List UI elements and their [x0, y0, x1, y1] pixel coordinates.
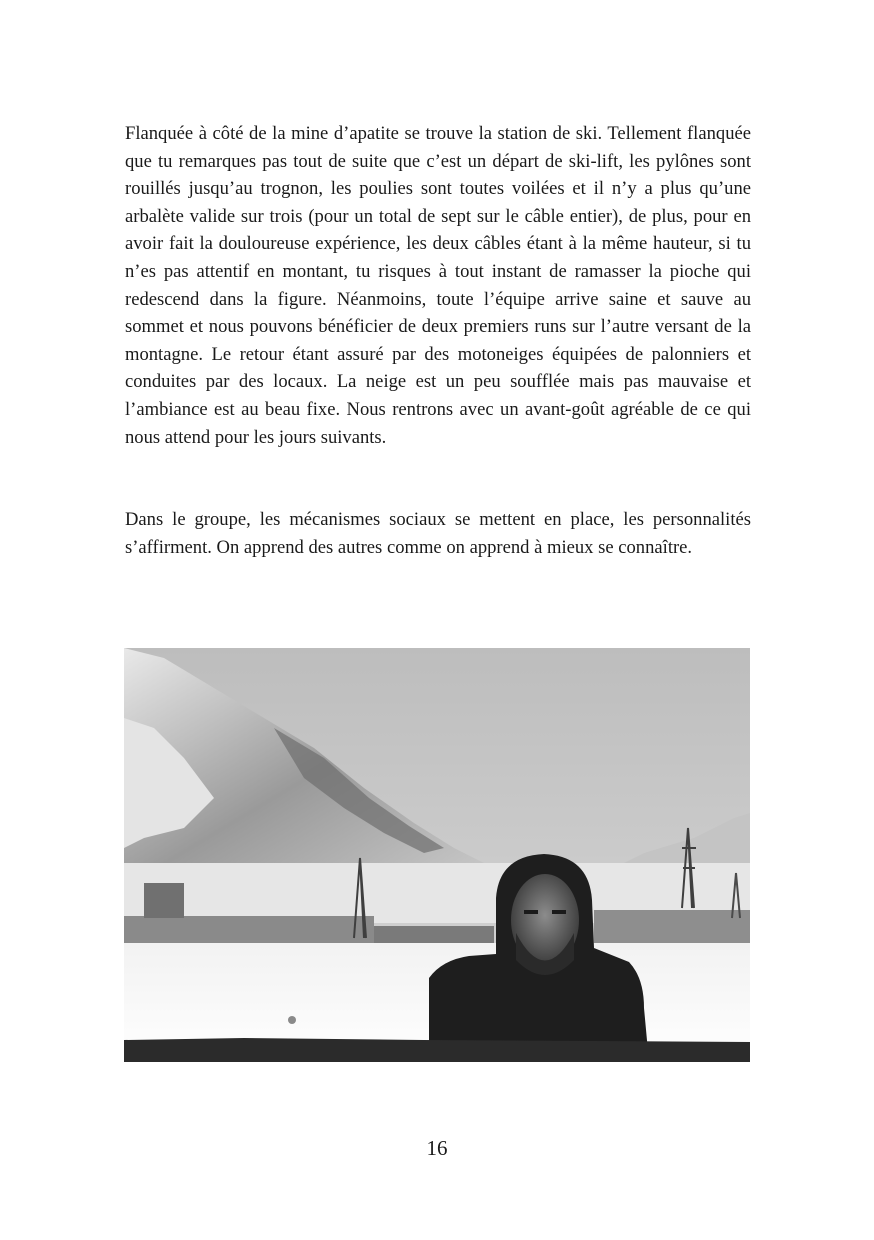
page-number: 16 [426, 1136, 448, 1160]
photograph [124, 648, 750, 1062]
paragraph-2-text: Dans le groupe, les mécanismes sociaux se mettent en place, les personnalités s’affirment. On apprend des autres comme on apprend à mieux se connaître. [125, 509, 751, 558]
building-left [124, 916, 374, 946]
paragraph-2 [125, 506, 751, 561]
person-right-eye [552, 910, 566, 914]
building-right [594, 910, 750, 944]
paragraph-1 [125, 120, 751, 451]
photograph-illustration [124, 648, 750, 1062]
window-frame [124, 1038, 750, 1062]
building-tower [144, 883, 184, 918]
paragraph-1-text: Flanquée à côté de la mine d’apatite se trouve la station de ski. Tellement flanquée que tu remarques pas tout de suite que c’est un départ de ski-lift, les pylônes sont rouillés jusqu’au trognon, les poulies sont toutes voilées et il n’y a plus qu’une arbalète valide sur trois (pour un total de sept sur le câble entier), de plus, pour en avoir fait la douloureuse expérience, les deux câbles étant à la même hauteur, si tu n’es pas attentif en montant, tu risques à tout instant de ramasser la pioche qui redescend dans la figure. Néanmoins, toute l’équipe arrive saine et sauve au sommet et nous pouvons bénéficier de deux premiers runs sur l’autre versant de la montagne. Le retour étant assuré par des motoneiges équipées de palonniers et conduites par des locaux. La neige est un peu soufflée mais pas mauvaise et l’ambiance est au beau fixe. Nous rentrons avec un avant-goût agréable de ce qui nous attend pour les jours suivants. [125, 123, 751, 448]
snow-speck [288, 1016, 296, 1024]
person-left-eye [524, 910, 538, 914]
